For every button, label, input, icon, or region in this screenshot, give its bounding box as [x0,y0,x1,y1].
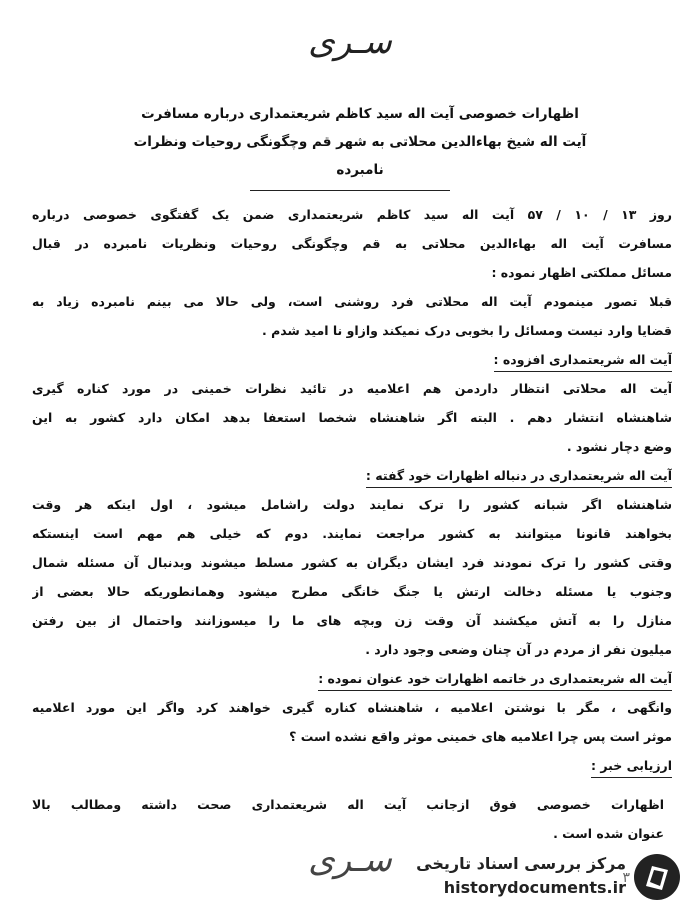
text-line: وضع دچار نشود . [566,439,672,454]
text-line: میلیون نفر از مردم در آن چنان وضعی وجود دارد . [365,642,672,657]
secret-stamp-top: سـری [308,22,392,62]
text-line: بخواهند قانونا میتوانند به کشور مراجعت نمایند. دوم که خیلی هم مهم است اینستکه [32,526,672,541]
secret-stamp-bottom: سـری [308,840,392,880]
text-line: مسافرت آیت اله بهاءالدین محلاتی به قم وچگونگی روحیات ونظریات نامبرده در قبال [32,236,672,251]
section-heading [32,664,672,693]
text-line: وجنوب یا مسئله دخالت ارتش یا جنگ خانگی مطرح میشود وهمانطوریکه حالا بعضی از [32,584,672,599]
text-line: شاهنشاه انتشار دهم . البته اگر شاهنشاه شخصا استعفا بدهد امکان دارد کشور به این [32,410,672,425]
paragraph-5 [32,693,672,751]
document-title [80,100,640,184]
section-heading [32,751,672,780]
text-line: عنوان شده است . [553,826,664,841]
title-underline [250,190,450,191]
text-line: منازل را به آتش میکشند آن وقت زن وبچه های ما را میسوزانند واحتمال از بین رفتن [32,613,672,628]
section-heading-text: آیت اله شریعتمداری افزوده : [494,349,672,372]
text-line: آیت اله محلاتی انتظار داردمن هم اعلامیه در تائید نظرات خمینی در مورد کناره گیری [32,381,672,396]
text-line: وانگهی ، مگر با نوشتن اعلامیه ، شاهنشاه کناره گیری خواهند کرد واگر این مورد اعلامیه [32,700,672,715]
text-line: مسائل مملکتی اظهار نموده : [491,265,672,280]
text-line: وقتی کشور را ترک نمودند فرد ایشان دیگران به کشور مسلط میشوند وبدنبال آن مسئله شمال [32,555,672,570]
paragraph-3 [32,374,672,461]
section-heading [32,461,672,490]
paragraph-2 [32,287,672,345]
archive-logo-icon [632,852,682,902]
section-heading-text: آیت اله شریعتمداری در دنباله اظهارات خود گفته : [366,465,672,488]
title-line-1: اظهارات خصوصی آیت اله سید کاظم شریعتمداری درباره مسافرت [141,106,579,122]
text-line: روز ۱۳ / ۱۰ / ۵۷ آیت اله سید کاظم شریعتمداری ضمن یک گفتگوی خصوصی درباره [32,207,672,222]
text-line: قبلا تصور مینمودم آیت اله محلاتی فرد روشنی است، ولی حالا می بینم نامبرده زیاد به [32,294,672,309]
title-line-3: نامبرده [336,162,384,178]
evaluation-heading: ارزیابی خبر : [591,755,672,778]
section-heading [32,345,672,374]
paragraph-1 [32,200,672,287]
archive-website-link[interactable]: historydocuments.ir [443,878,626,897]
archive-watermark [382,848,682,906]
document-body [32,200,672,848]
archive-name: مرکز بررسی اسناد تاریخی [416,854,626,873]
text-line: اظهارات خصوصی فوق ازجانب آیت اله شریعتمداری صحت داشته ومطالب بالا [32,797,664,812]
title-line-2: آیت اله شیخ بهاءالدین محلاتی به شهر قم وچگونگی روحیات ونظرات [133,134,587,150]
section-heading-text: آیت اله شریعتمداری در خاتمه اظهارات خود عنوان نموده : [318,668,672,691]
text-line: قضایا وارد نیست ومسائل را بخوبی درک نمیکند وازاو نا امید شدم . [262,323,672,338]
paragraph-4 [32,490,672,664]
page-number: ۳ [622,870,630,886]
text-line: موثر است پس چرا اعلامیه های خمینی موثر واقع نشده است ؟ [289,729,672,744]
text-line: شاهنشاه اگر شبانه کشور را ترک نمایند دولت راشامل میشود ، اول اینکه هر وقت [32,497,672,512]
